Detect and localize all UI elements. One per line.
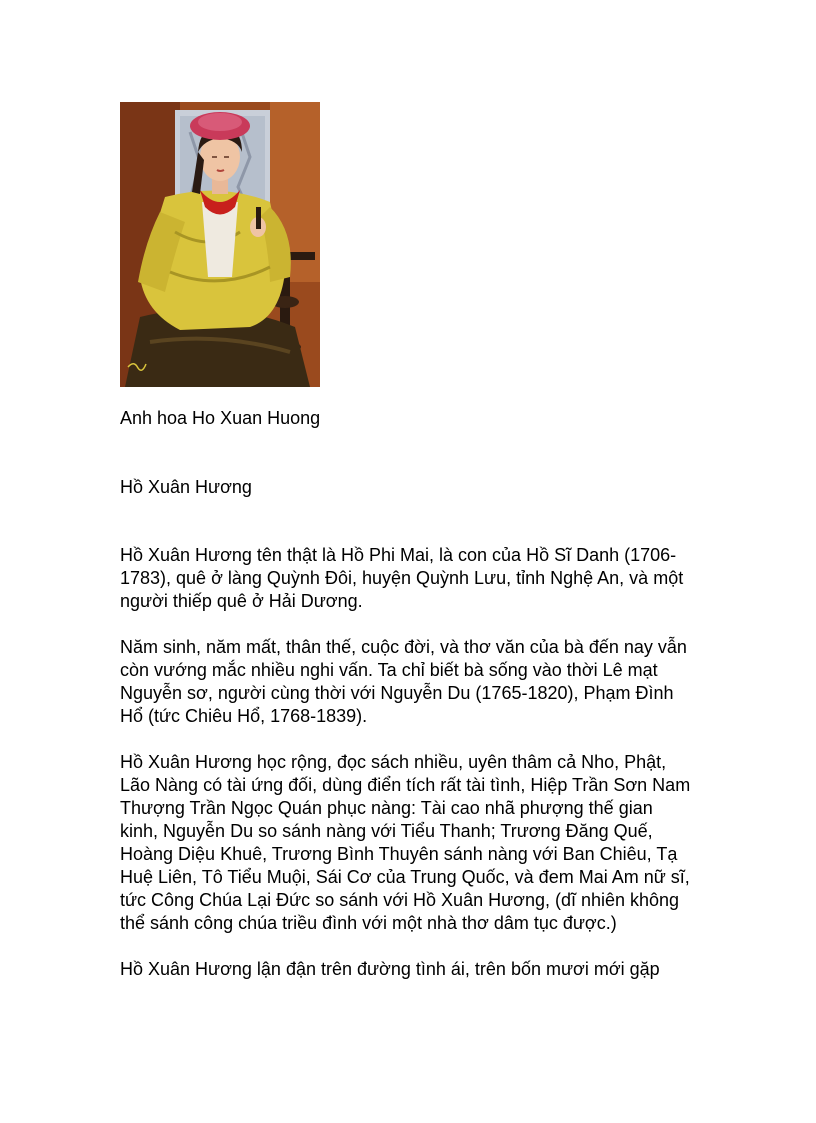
portrait-image	[120, 102, 320, 387]
image-caption: Anh hoa Ho Xuan Huong	[120, 408, 321, 428]
document-body	[120, 544, 695, 1004]
paragraph: Năm sinh, năm mất, thân thế, cuộc đời, và thơ văn của bà đến nay vẫn còn vướng mắc nhiều nghi vấn. Ta chỉ biết bà sống vào thời Lê mạt Nguyễn sơ, người cùng thời với Nguyễn Du (1765-1820), Phạm Đình Hổ (tức Chiêu Hổ, 1768-1839).	[120, 637, 687, 726]
paragraph: Hồ Xuân Hương tên thật là Hồ Phi Mai, là con của Hồ Sĩ Danh (1706-1783), quê ở làng Quỳnh Đôi, huyện Quỳnh Lưu, tỉnh Nghệ An, và một người thiếp quê ở Hải Dương.	[120, 545, 684, 611]
document-heading: Hồ Xuân Hương	[120, 477, 252, 497]
paragraph: Hồ Xuân Hương lận đận trên đường tình ái, trên bốn mươi mới gặp	[120, 959, 660, 979]
paragraph: Hồ Xuân Hương học rộng, đọc sách nhiều, uyên thâm cả Nho, Phật, Lão Nàng có tài ứng đối, dùng điển tích rất tài tình, Hiệp Trần Sơn Nam Thượng Trần Ngọc Quán phục nàng: Tài cao nhã phượng thế gian kinh, Nguyễn Du so sánh nàng với Tiểu Thanh; Trương Đăng Quế, Hoàng Diệu Khuê, Trương Bình Thuyên sánh nàng với Ban Chiêu, Tạ Huệ Liên, Tô Tiểu Muội, Sái Cơ của Trung Quốc, và đem Mai Am nữ sĩ, tức Công Chúa Lại Đức so sánh với Hồ Xuân Hương, (dĩ nhiên không thể sánh công chúa triều đình với một nhà thơ dâm tục được.)	[120, 752, 691, 933]
